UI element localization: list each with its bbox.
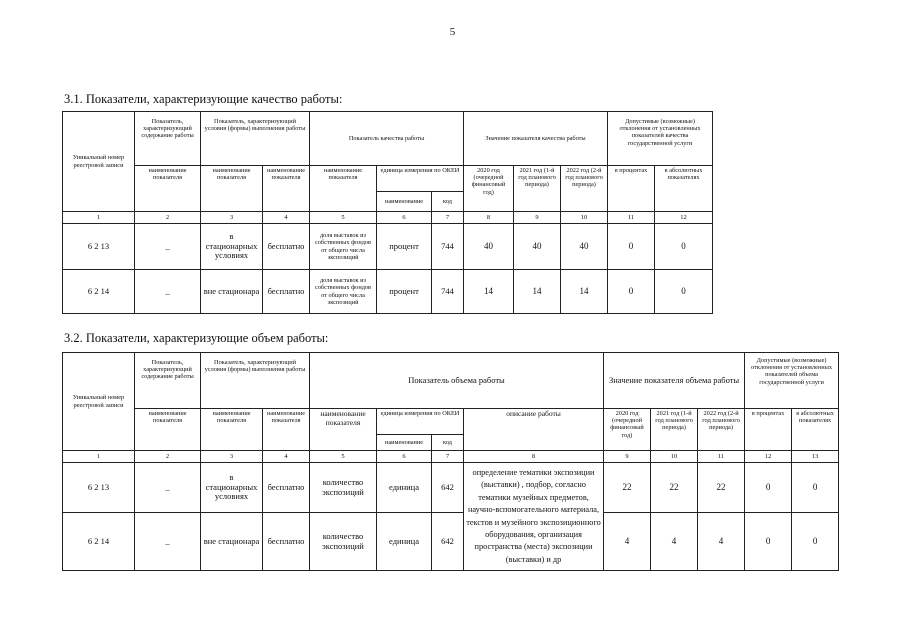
header-registry: Уникальный номер реестровой записи	[63, 112, 135, 212]
header-sub-name: наименование показателя	[263, 409, 310, 451]
header-volume: Показатель объема работы	[310, 353, 604, 409]
col-number: 4	[263, 212, 310, 224]
cell-value-2022: 22	[698, 463, 745, 513]
cell-indicator: доля выставок из собственных фондов от общего числа экспозиций	[310, 270, 377, 314]
col-number: 5	[310, 212, 377, 224]
cell-unit: единица	[377, 463, 432, 513]
quality-table	[62, 111, 713, 314]
header-year-2021: 2021 год (1-й год планового периода)	[651, 409, 698, 451]
col-number: 7	[432, 451, 464, 463]
header-sub-name: наименование показателя	[135, 409, 201, 451]
header-okei: единица измерения по ОКЕИ	[377, 409, 464, 435]
table-row	[63, 270, 713, 314]
header-description: описание работы	[464, 409, 604, 451]
header-deviations: Допустимые (возможные) отклонения от установленных показателей объема государственной услуги	[745, 353, 839, 409]
col-number: 11	[608, 212, 655, 224]
header-okei-code: код	[432, 192, 464, 212]
header-year-2020: 2020 год (очередной финансовый год)	[464, 166, 514, 212]
cell-registry: 6 2 13	[63, 224, 135, 270]
cell-registry: 6 2 13	[63, 463, 135, 513]
cell-value-2022: 14	[561, 270, 608, 314]
header-values: Значение показателя качества работы	[464, 112, 608, 166]
cell-value-2021: 4	[651, 513, 698, 571]
cell-registry: 6 2 14	[63, 270, 135, 314]
cell-absolute: 0	[655, 224, 713, 270]
cell-indicator: количество экспозиций	[310, 513, 377, 571]
col-number: 7	[432, 212, 464, 224]
cell-condition: бесплатно	[263, 463, 310, 513]
table-row	[63, 224, 713, 270]
col-number: 9	[514, 212, 561, 224]
col-number: 2	[135, 212, 201, 224]
cell-unit: единица	[377, 513, 432, 571]
cell-absolute: 0	[655, 270, 713, 314]
cell-percent: 0	[608, 270, 655, 314]
col-number: 8	[464, 451, 604, 463]
col-number: 1	[63, 451, 135, 463]
cell-absolute: 0	[792, 513, 839, 571]
col-number: 3	[201, 212, 263, 224]
col-number: 12	[745, 451, 792, 463]
cell-content: _	[135, 463, 201, 513]
cell-condition: бесплатно	[263, 224, 310, 270]
col-number: 11	[698, 451, 745, 463]
cell-value-2021: 22	[651, 463, 698, 513]
header-sub-name: наименование показателя	[201, 166, 263, 212]
header-sub-name: наименование показателя	[201, 409, 263, 451]
cell-unit: процент	[377, 270, 432, 314]
cell-absolute: 0	[792, 463, 839, 513]
header-okei-code: код	[432, 435, 464, 451]
col-number: 5	[310, 451, 377, 463]
cell-unit: процент	[377, 224, 432, 270]
cell-content: _	[135, 224, 201, 270]
cell-value-2022: 4	[698, 513, 745, 571]
col-number: 3	[201, 451, 263, 463]
cell-condition: бесплатно	[263, 270, 310, 314]
col-number: 6	[377, 212, 432, 224]
header-sub-name: наименование показателя	[263, 166, 310, 212]
col-number: 8	[464, 212, 514, 224]
header-conditions: Показатель, характеризующий условия (формы) выполнения работы	[201, 112, 310, 166]
cell-condition: вне стационара	[201, 270, 263, 314]
cell-percent: 0	[608, 224, 655, 270]
col-number: 10	[561, 212, 608, 224]
cell-value-2021: 40	[514, 224, 561, 270]
cell-condition: в стационарных условиях	[201, 224, 263, 270]
cell-condition: в стационарных условиях	[201, 463, 263, 513]
header-absolute: в абсолютных показателях	[655, 166, 713, 212]
volume-table	[62, 352, 839, 571]
page-number: 5	[449, 26, 456, 38]
cell-indicator: доля выставок из собственных фондов от общего числа экспозиций	[310, 224, 377, 270]
column-numbers-row	[63, 212, 713, 224]
header-content: Показатель, характеризующий содержание работы	[135, 112, 201, 166]
header-content: Показатель, характеризующий содержание работы	[135, 353, 201, 409]
cell-work-description: определение тематики экспозиции (выставки) , подбор, согласно тематики музейных предметов, научно-вспомогательного материала, текстов и музейного экспозиционного оборудования, организация пространства (места) экспозиции (выставки) и др	[464, 463, 604, 571]
col-number: 1	[63, 212, 135, 224]
header-percent: в процентах	[745, 409, 792, 451]
cell-content: _	[135, 270, 201, 314]
header-year-2021: 2021 год (1-й год планового периода)	[514, 166, 561, 212]
header-percent: в процентах	[608, 166, 655, 212]
cell-value-2020: 14	[464, 270, 514, 314]
cell-indicator: количество экспозиций	[310, 463, 377, 513]
section-title-volume: 3.2. Показатели, характеризующие объем работы:	[64, 331, 329, 345]
col-number: 6	[377, 451, 432, 463]
col-number: 2	[135, 451, 201, 463]
cell-code: 744	[432, 224, 464, 270]
header-okei-name: наименование	[377, 435, 432, 451]
cell-condition: бесплатно	[263, 513, 310, 571]
header-deviations: Допустимые (возможные) отклонения от установленных показателей качества государственной услуги	[608, 112, 713, 166]
column-numbers-row	[63, 451, 839, 463]
header-year-2020: 2020 год (очередной финансовый год)	[604, 409, 651, 451]
col-number: 4	[263, 451, 310, 463]
header-absolute: в абсолютных показателях	[792, 409, 839, 451]
cell-value-2020: 4	[604, 513, 651, 571]
cell-code: 642	[432, 513, 464, 571]
header-okei: единица измерения по ОКЕИ	[377, 166, 464, 192]
header-conditions: Показатель, характеризующий условия (формы) выполнения работы	[201, 353, 310, 409]
col-number: 10	[651, 451, 698, 463]
header-sub-name: наименование показателя	[310, 166, 377, 212]
cell-value-2020: 22	[604, 463, 651, 513]
cell-value-2021: 14	[514, 270, 561, 314]
section-title-quality: 3.1. Показатели, характеризующие качество работы:	[64, 92, 343, 106]
header-okei-name: наименование	[377, 192, 432, 212]
cell-value-2020: 40	[464, 224, 514, 270]
cell-percent: 0	[745, 513, 792, 571]
col-number: 12	[655, 212, 713, 224]
cell-percent: 0	[745, 463, 792, 513]
cell-code: 642	[432, 463, 464, 513]
header-sub-name: наименование показателя	[135, 166, 201, 212]
header-sub-name: наименование показателя	[310, 409, 377, 451]
header-quality: Показатель качества работы	[310, 112, 464, 166]
header-registry: Уникальный номер реестровой записи	[63, 353, 135, 451]
col-number: 13	[792, 451, 839, 463]
table-row	[63, 463, 839, 513]
cell-code: 744	[432, 270, 464, 314]
cell-condition: вне стационара	[201, 513, 263, 571]
header-year-2022: 2022 год (2-й год планового периода)	[698, 409, 745, 451]
header-values: Значение показателя объема работы	[604, 353, 745, 409]
col-number: 9	[604, 451, 651, 463]
header-year-2022: 2022 год (2-й год планового периода)	[561, 166, 608, 212]
cell-registry: 6 2 14	[63, 513, 135, 571]
cell-content: _	[135, 513, 201, 571]
table-row	[63, 513, 839, 571]
cell-value-2022: 40	[561, 224, 608, 270]
